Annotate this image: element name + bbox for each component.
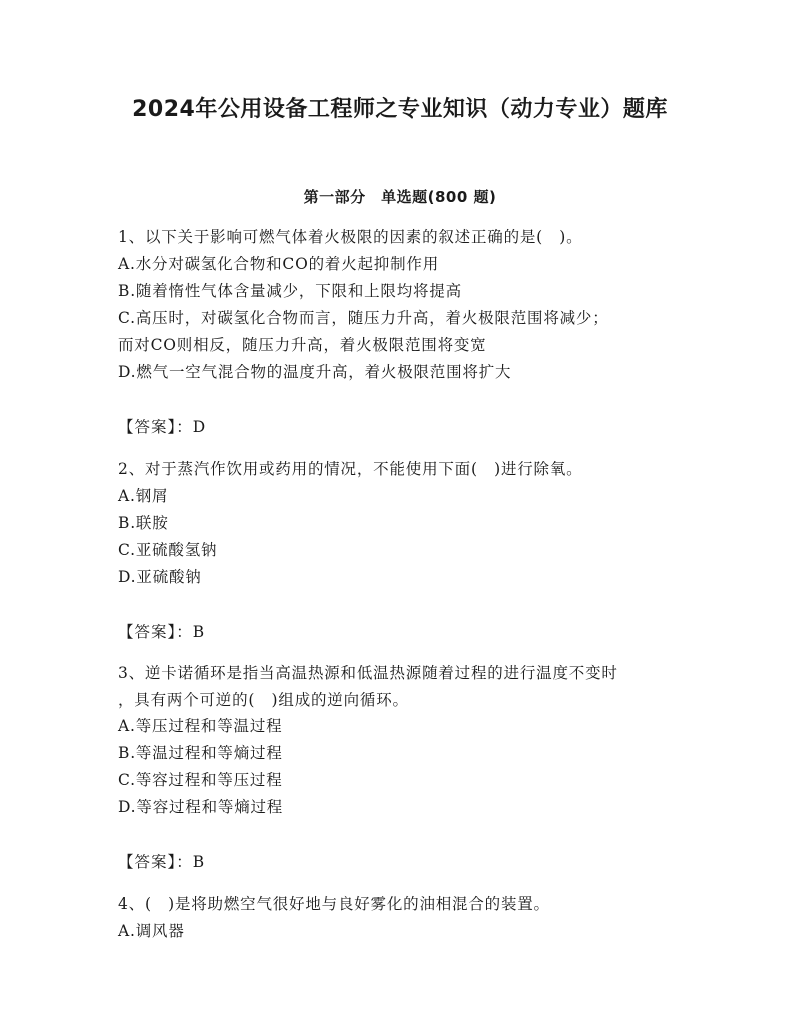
question-1-option-b: B.随着惰性气体含量减少，下限和上限均将提高 bbox=[118, 282, 462, 300]
question-4-stem: 4、( )是将助燃空气很好地与良好雾化的油相混合的装置。 bbox=[118, 895, 550, 913]
question-4-option-a: A.调风器 bbox=[118, 922, 185, 940]
question-2-option-c: C.亚硫酸氢钠 bbox=[118, 541, 218, 559]
question-2-option-b: B.联胺 bbox=[118, 514, 169, 532]
question-2-option-d: D.亚硫酸钠 bbox=[118, 568, 202, 586]
question-1-option-a: A.水分对碳氢化合物和CO的着火起抑制作用 bbox=[118, 255, 439, 273]
section-heading: 第一部分 单选题(800 题) bbox=[303, 188, 497, 206]
question-3-stem: 3、逆卡诺循环是指当高温热源和低温热源随着过程的进行温度不变时 bbox=[118, 664, 618, 682]
question-3-option-d: D.等容过程和等熵过程 bbox=[118, 798, 284, 816]
question-3-option-c: C.等容过程和等压过程 bbox=[118, 771, 283, 789]
question-1-stem: 1、以下关于影响可燃气体着火极限的因素的叙述正确的是( )。 bbox=[118, 228, 583, 246]
question-3-stem-continued: ，具有两个可逆的( )组成的逆向循环。 bbox=[118, 691, 409, 709]
question-1-option-d: D.燃气一空气混合物的温度升高，着火极限范围将扩大 bbox=[118, 363, 512, 381]
question-3-option-a: A.等压过程和等温过程 bbox=[118, 717, 283, 735]
question-1-answer: 【答案】：D bbox=[118, 418, 207, 436]
question-2-answer: 【答案】：B bbox=[118, 623, 206, 641]
question-2-stem: 2、对于蒸汽作饮用或药用的情况，不能使用下面( )进行除氧。 bbox=[118, 460, 583, 478]
question-3-option-b: B.等温过程和等熵过程 bbox=[118, 744, 283, 762]
question-1-option-c-continued: 而对CO则相反，随压力升高，着火极限范围将变宽 bbox=[118, 336, 487, 354]
question-3-answer: 【答案】：B bbox=[118, 853, 206, 871]
question-2-option-a: A.钢屑 bbox=[118, 487, 169, 505]
question-1-option-c: C.高压时，对碳氢化合物而言，随压力升高，着火极限范围将减少； bbox=[118, 309, 609, 327]
document-title: 2024年公用设备工程师之专业知识（动力专业）题库 bbox=[132, 97, 668, 122]
